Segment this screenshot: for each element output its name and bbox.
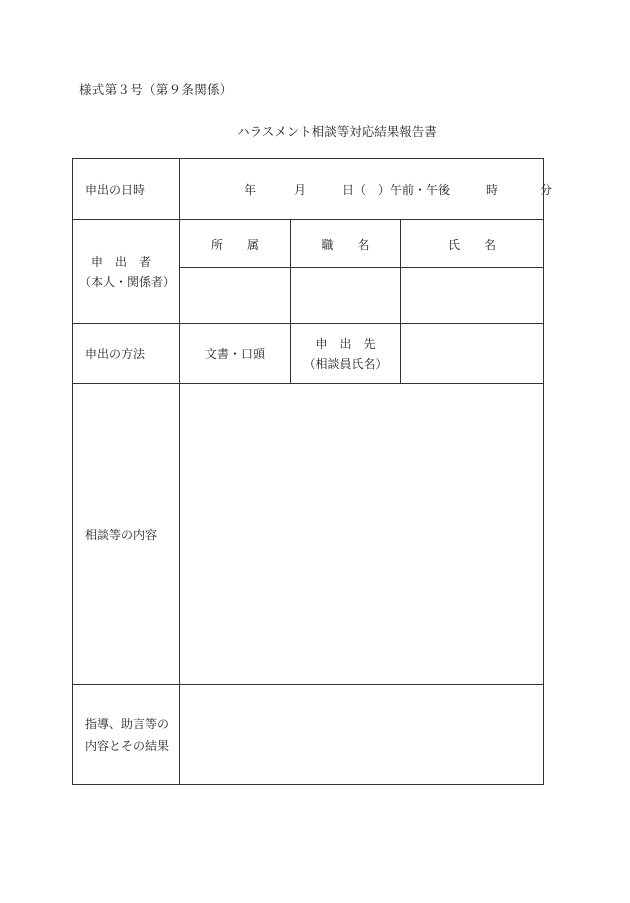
guidance-label-line1: 指導、助言等の — [85, 716, 170, 731]
name-header: 氏 名 — [401, 220, 544, 268]
form-number: 様式第３号（第９条関係） — [79, 82, 233, 97]
ampm-options: 午前・午後 — [390, 182, 451, 197]
recipient-label-main: 申 出 先 — [315, 336, 376, 351]
recipient-label-sub: （相談員氏名） — [303, 356, 388, 371]
method-options[interactable]: 文書・口頭 — [180, 324, 291, 384]
recipient-field[interactable] — [401, 324, 544, 384]
recipient-label — [291, 324, 401, 384]
document-title: ハラスメント相談等対応結果報告書 — [237, 124, 437, 139]
applicant-label-main: 申 出 者 — [91, 254, 152, 269]
affiliation-header: 所 属 — [180, 220, 291, 268]
method-label: 申出の方法 — [73, 324, 180, 384]
applicant-label-sub: （本人・関係者） — [79, 274, 176, 289]
day-unit: 日（ ） — [342, 182, 391, 197]
applicant-label — [73, 220, 180, 324]
guidance-label — [73, 685, 180, 785]
content-label: 相談等の内容 — [73, 384, 180, 685]
date-row — [73, 159, 544, 220]
minute-unit: 分 — [540, 182, 553, 197]
position-field[interactable] — [291, 268, 401, 324]
affiliation-field[interactable] — [180, 268, 291, 324]
position-header: 職 名 — [291, 220, 401, 268]
guidance-row — [73, 685, 544, 785]
name-field[interactable] — [401, 268, 544, 324]
hour-unit: 時 — [486, 182, 499, 197]
month-unit: 月 — [294, 182, 307, 197]
year-unit: 年 — [244, 182, 257, 197]
date-field[interactable] — [180, 159, 553, 220]
content-field[interactable] — [180, 384, 544, 685]
guidance-field[interactable] — [180, 685, 544, 785]
content-row — [73, 384, 544, 685]
guidance-label-line2: 内容とその結果 — [85, 738, 170, 753]
applicant-header-row — [73, 220, 544, 268]
method-row — [73, 324, 544, 384]
report-form-table — [72, 158, 553, 785]
date-label: 申出の日時 — [73, 159, 180, 220]
